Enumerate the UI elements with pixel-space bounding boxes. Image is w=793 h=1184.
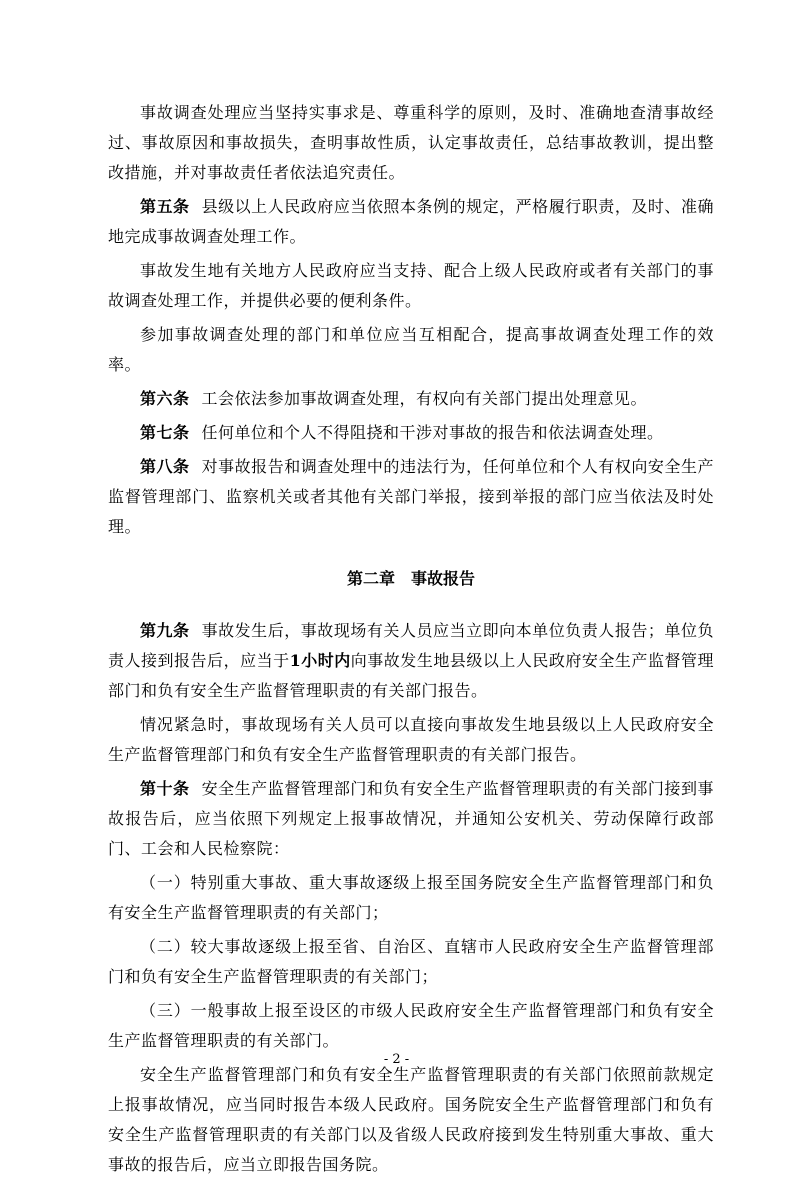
- page-number: - 2 -: [383, 1052, 410, 1067]
- chapter-number: 第二章: [346, 569, 395, 588]
- paragraph-text: 县级以上人民政府应当依照本条例的规定，严格履行职责，及时、准确地完成事故调查处理工作。: [108, 197, 714, 246]
- paragraph: [108, 418, 714, 448]
- paragraph: [108, 1060, 714, 1180]
- paragraph: [108, 868, 714, 928]
- paragraph-text: 工会依法参加事故调查处理，有权向有关部门提出处理意见。: [201, 389, 648, 408]
- emphasized-text: 1小时内: [289, 651, 351, 670]
- chapter-title: 事故报告: [411, 569, 476, 588]
- article-number: 第七条: [140, 423, 190, 442]
- article-number: 第八条: [140, 457, 190, 476]
- chapter-heading: [108, 564, 714, 594]
- paragraph: [108, 98, 714, 188]
- paragraph-text: 事故发生地有关地方人民政府应当支持、配合上级人民政府或者有关部门的事故调查处理工作，并提供必要的便利条件。: [108, 261, 714, 310]
- paragraph-text: 事故发生后，事故现场有关人员应当立即向本单位负责人报告；单位负责人接到报告后，应当于: [108, 621, 714, 670]
- paragraph-text: 参加事故调查处理的部门和单位应当互相配合，提高事故调查处理工作的效率。: [108, 325, 714, 374]
- paragraph-text: 向事故发生地县级以上人民政府安全生产监督管理部门和负有安全生产监督管理职责的有关部门报告。: [108, 651, 714, 700]
- paragraph-text: （一）特别重大事故、重大事故逐级上报至国务院安全生产监督管理部门和负有安全生产监督管理职责的有关部门；: [108, 873, 714, 922]
- document-body: [108, 98, 714, 1184]
- paragraph-text: 任何单位和个人不得阻挠和干涉对事故的报告和依法调查处理。: [201, 423, 664, 442]
- paragraph: [108, 256, 714, 316]
- paragraph: [108, 452, 714, 542]
- paragraph: [108, 616, 714, 706]
- paragraph: [108, 932, 714, 992]
- paragraph: [108, 774, 714, 864]
- paragraph-text: 安全生产监督管理部门和负有安全生产监督管理职责的有关部门接到事故报告后，应当依照下列规定上报事故情况，并通知公安机关、劳动保障行政部门、工会和人民检察院：: [108, 779, 714, 858]
- article-number: 第五条: [140, 197, 190, 216]
- paragraph-text: 情况紧急时，事故现场有关人员可以直接向事故发生地县级以上人民政府安全生产监督管理部门和负有安全生产监督管理职责的有关部门报告。: [108, 715, 714, 764]
- paragraph-text: （三）一般事故上报至设区的市级人民政府安全生产监督管理部门和负有安全生产监督管理职责的有关部门。: [108, 1001, 714, 1050]
- article-number: 第九条: [140, 621, 190, 640]
- paragraph: [108, 384, 714, 414]
- paragraph-text: 安全生产监督管理部门和负有安全生产监督管理职责的有关部门依照前款规定上报事故情况，应当同时报告本级人民政府。国务院安全生产监督管理部门和负有安全生产监督管理职责的有关部门以及省级人民政府接到发生特别重大事故、重大事故的报告后，应当立即报告国务院。: [108, 1065, 714, 1174]
- paragraph: [108, 192, 714, 252]
- paragraph-text: 对事故报告和调查处理中的违法行为，任何单位和个人有权向安全生产监督管理部门、监察机关或者其他有关部门举报，接到举报的部门应当依法及时处理。: [108, 457, 714, 536]
- paragraph: [108, 996, 714, 1056]
- article-number: 第六条: [140, 389, 190, 408]
- article-number: 第十条: [140, 779, 190, 798]
- paragraph-text: （二）较大事故逐级上报至省、自治区、直辖市人民政府安全生产监督管理部门和负有安全生产监督管理职责的有关部门；: [108, 937, 714, 986]
- paragraph-text: 事故调查处理应当坚持实事求是、尊重科学的原则，及时、准确地查清事故经过、事故原因和事故损失，查明事故性质，认定事故责任，总结事故教训，提出整改措施，并对事故责任者依法追究责任。: [108, 103, 714, 182]
- paragraph: [108, 710, 714, 770]
- paragraph: [108, 320, 714, 380]
